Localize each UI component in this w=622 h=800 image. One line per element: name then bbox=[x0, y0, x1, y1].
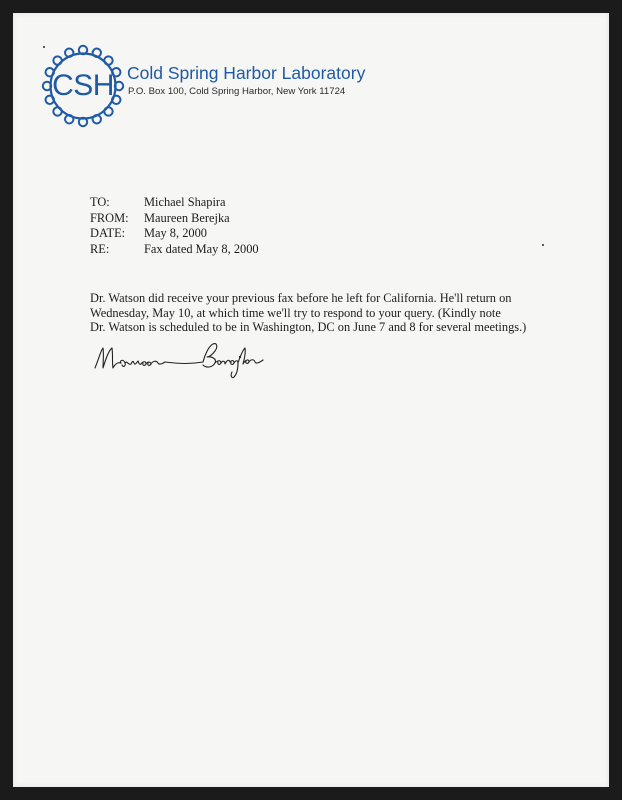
memo-date-label: DATE: bbox=[90, 226, 126, 240]
paper-speck bbox=[43, 46, 45, 48]
memo-header bbox=[90, 195, 259, 257]
paper-speck bbox=[542, 244, 544, 246]
organization-name: Cold Spring Harbor Laboratory bbox=[127, 63, 366, 83]
memo-to-value: Michael Shapira bbox=[144, 195, 226, 209]
memo-date-row bbox=[90, 226, 259, 242]
memo-re-label: RE: bbox=[90, 241, 110, 256]
memo-from-label: FROM: bbox=[90, 210, 129, 225]
organization-address: P.O. Box 100, Cold Spring Harbor, New York 11724 bbox=[128, 86, 346, 97]
body-line: Dr. Watson is scheduled to be in Washington, DC on June 7 and 8 for several meetings.) bbox=[90, 320, 527, 335]
body-line: Dr. Watson did receive your previous fax before he left for California. He'll return on bbox=[90, 291, 512, 305]
memo-to-row bbox=[90, 195, 259, 211]
memo-date-value: May 8, 2000 bbox=[144, 226, 207, 240]
memo-re-value: Fax dated May 8, 2000 bbox=[144, 241, 259, 256]
memo-re-row bbox=[90, 242, 259, 258]
handwritten-signature bbox=[91, 338, 291, 380]
memo-from-row bbox=[90, 211, 259, 227]
body-line: Wednesday, May 10, at which time we'll try to respond to your query. (Kindly note bbox=[90, 305, 501, 320]
memo-to-label: TO: bbox=[90, 195, 110, 209]
letter-page bbox=[13, 13, 609, 787]
memo-from-value: Maureen Berejka bbox=[144, 210, 230, 225]
letter-body bbox=[90, 291, 560, 335]
logo-monogram: CSH bbox=[52, 69, 114, 102]
